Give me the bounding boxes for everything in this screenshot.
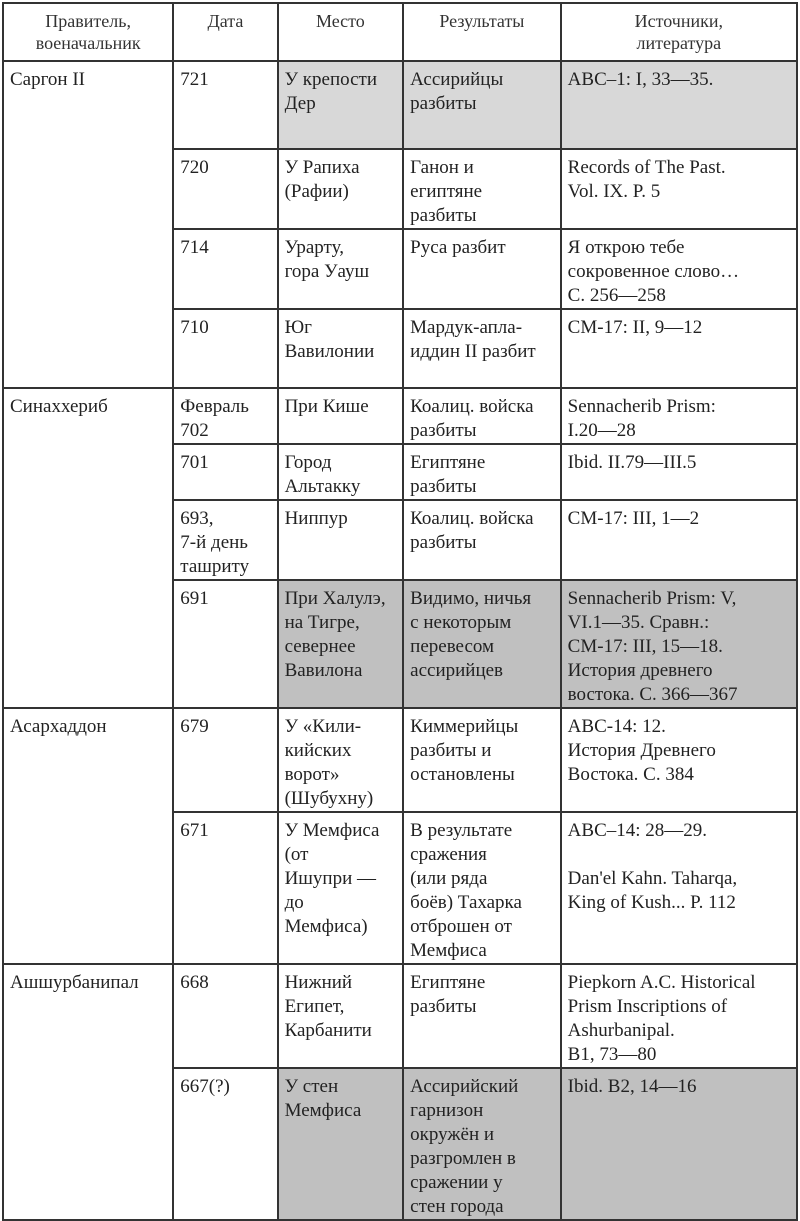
sources-cell: Piepkorn A.C. Historical Prism Inscriptions of Ashurbanipal. B1, 73—80 [561,964,797,1068]
results-cell: Египтяне разбиты [403,964,561,1068]
results-cell: В результате сражения (или ряда боёв) Тахарка отброшен от Мемфиса [403,812,561,964]
results-cell: Мардук-апла- иддин II разбит [403,309,561,388]
header-sources: Источники, литература [561,3,797,61]
sources-cell: Ibid. B2, 14—16 [561,1068,797,1220]
results-cell: Киммерийцы разбиты и остановлены [403,708,561,812]
sources-cell: Records of The Past. Vol. IX. P. 5 [561,149,797,229]
sources-cell: ABC-14: 12. История Древнего Востока. С. 384 [561,708,797,812]
results-cell: Египтяне разбиты [403,444,561,500]
table-row [3,388,797,444]
place-cell: У Рапиха (Рафии) [278,149,404,229]
ruler-cell: Саргон II [3,61,173,388]
sources-cell: ABC–14: 28—29. Dan'el Kahn. Taharqa, King of Kush... P. 112 [561,812,797,964]
results-cell: Ассирийцы разбиты [403,61,561,149]
date-cell: 720 [173,149,277,229]
date-cell: 693, 7-й день ташриту [173,500,277,580]
place-cell: У Мемфиса (от Ишупри — до Мемфиса) [278,812,404,964]
place-cell: Юг Вавилонии [278,309,404,388]
sources-cell: Ibid. II.79—III.5 [561,444,797,500]
table-row [3,61,797,149]
header-place: Место [278,3,404,61]
date-cell: 710 [173,309,277,388]
ruler-cell: Ашшурбанипал [3,964,173,1220]
sources-cell: Sennacherib Prism: V, VI.1—35. Сравн.: CM-17: III, 15—18. История древнего востока. С. 366—367 [561,580,797,708]
place-cell: Город Альтакку [278,444,404,500]
date-cell: 671 [173,812,277,964]
header-date: Дата [173,3,277,61]
place-cell: Ниппур [278,500,404,580]
header-ruler: Правитель, военачальник [3,3,173,61]
results-cell: Видимо, ничья с некоторым перевесом ассирийцев [403,580,561,708]
date-cell: 714 [173,229,277,309]
date-cell: 679 [173,708,277,812]
place-cell: При Кише [278,388,404,444]
sources-cell: Sennacherib Prism: I.20—28 [561,388,797,444]
date-cell: 701 [173,444,277,500]
battles-table [2,2,798,1221]
header-row [3,3,797,61]
date-cell: 668 [173,964,277,1068]
date-cell: 691 [173,580,277,708]
ruler-cell: Синаххериб [3,388,173,708]
sources-cell: Я открою тебе сокровенное слово… С. 256—258 [561,229,797,309]
results-cell: Руса разбит [403,229,561,309]
results-cell: Ассирийский гарнизон окружён и разгромлен в сражении у стен города [403,1068,561,1220]
date-cell: Февраль 702 [173,388,277,444]
place-cell: У «Кили- кийских ворот» (Шубухну) [278,708,404,812]
table-row [3,708,797,812]
date-cell: 721 [173,61,277,149]
results-cell: Коалиц. войска разбиты [403,500,561,580]
date-cell: 667(?) [173,1068,277,1220]
sources-cell: CM-17: II, 9—12 [561,309,797,388]
sources-cell: ABC–1: I, 33—35. [561,61,797,149]
place-cell: При Халулэ, на Тигре, севернее Вавилона [278,580,404,708]
results-cell: Коалиц. войска разбиты [403,388,561,444]
results-cell: Ганон и египтяне разбиты [403,149,561,229]
place-cell: Урарту, гора Уауш [278,229,404,309]
header-results: Результаты [403,3,561,61]
ruler-cell: Асархаддон [3,708,173,964]
place-cell: Нижний Египет, Карбанити [278,964,404,1068]
sources-cell: CM-17: III, 1—2 [561,500,797,580]
place-cell: У стен Мемфиса [278,1068,404,1220]
table-row [3,964,797,1068]
place-cell: У крепости Дер [278,61,404,149]
